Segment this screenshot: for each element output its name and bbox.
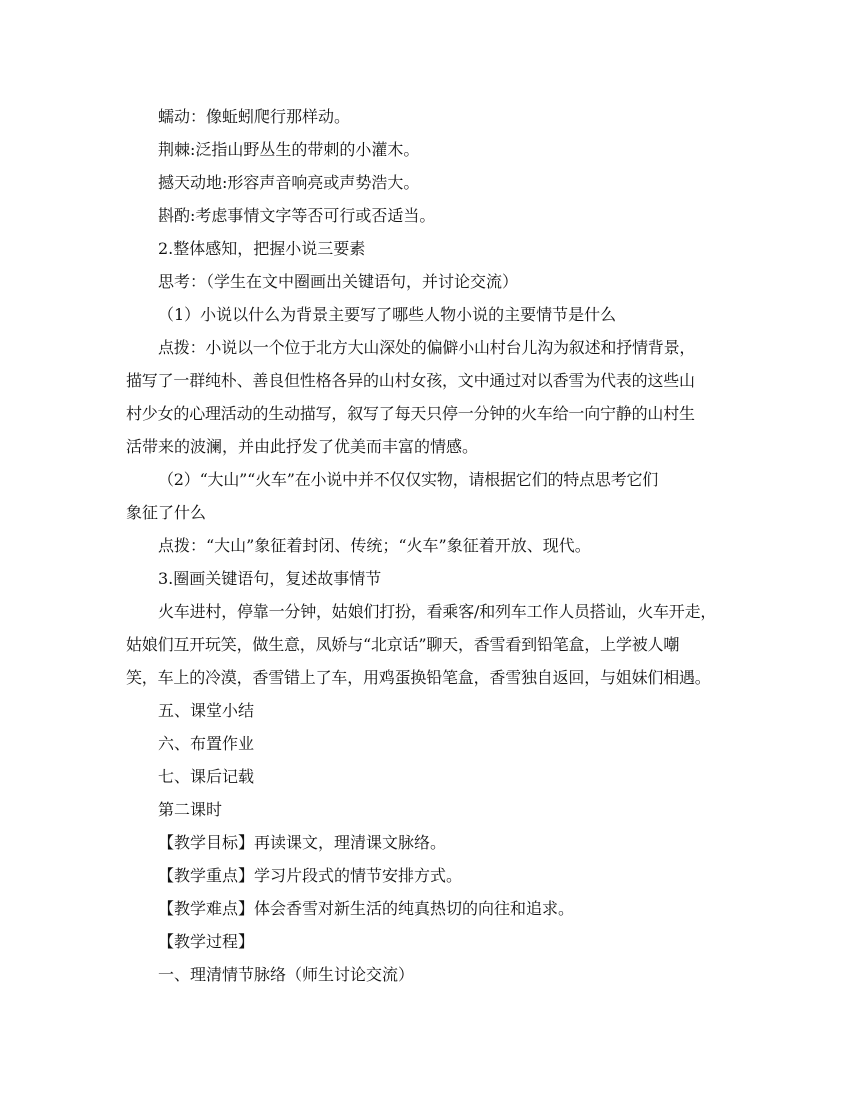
section-heading: 3.圈画关键语句，复述故事情节: [158, 569, 382, 588]
document-body: [126, 100, 738, 991]
paragraph-line: 描写了一群纯朴、善良但性格各异的山村女孩，文中通过对以香雪为代表的这些山: [126, 371, 695, 390]
paragraph-line: 姑娘们互开玩笑，做生意，凤娇与“北京话”聊天，香雪看到铅笔盒，上学被人嘲: [126, 635, 680, 654]
vocab-definition: 荆棘:泛指山野丛生的带刺的小灌木。: [158, 140, 420, 159]
section-heading: 六、布置作业: [158, 734, 255, 753]
section-heading: 七、课后记载: [158, 767, 255, 786]
question-line: （1）小说以什么为背景主要写了哪些人物小说的主要情节是什么: [158, 305, 617, 324]
lesson-title: 第二课时: [158, 800, 223, 819]
paragraph-line: 点拨：小说以一个位于北方大山深处的偏僻小山村台儿沟为叙述和抒情背景，: [158, 338, 696, 357]
section-heading: 五、课堂小结: [158, 701, 255, 720]
paragraph-line: 火车进村，停靠一分钟，姑娘们打扮，看乘客/和列车工作人员搭讪，火车开走，: [158, 602, 717, 621]
paragraph-line: 村少女的心理活动的生动描写，叙写了每天只停一分钟的火车给一向宁静的山村生: [126, 404, 695, 423]
section-heading: 2.整体感知，把握小说三要素: [158, 239, 366, 258]
paragraph-line: 思考：（学生在文中圈画出关键语句，并讨论交流）: [158, 272, 519, 291]
vocab-definition: 蠕动：像蚯蚓爬行那样动。: [158, 107, 351, 126]
vocab-definition: 撼天动地:形容声音响亮或声势浩大。: [158, 173, 420, 192]
question-line: （2）“大山”“火车”在小说中并不仅仅实物，请根据它们的特点思考它们: [158, 470, 659, 489]
paragraph-line: 【教学目标】再读课文，理清课文脉络。: [158, 833, 447, 852]
paragraph-line: 【教学重点】学习片段式的情节安排方式。: [158, 866, 463, 885]
paragraph-line: 点拨：“大山”象征着封闭、传统；“火车”象征着开放、现代。: [158, 536, 591, 555]
section-heading: 一、理清情节脉络（师生讨论交流）: [158, 965, 415, 984]
question-line: 象征了什么: [126, 503, 207, 522]
vocab-definition: 斟酌:考虑事情文字等否可行或否适当。: [158, 206, 436, 225]
paragraph-line: 【教学难点】体会香雪对新生活的纯真热切的向往和追求。: [158, 899, 575, 918]
section-heading: 【教学过程】: [158, 932, 255, 951]
paragraph-line: 笑，车上的冷漠，香雪错上了车，用鸡蛋换铅笔盒，香雪独自返回，与姐妹们相遇。: [126, 668, 711, 687]
paragraph-line: 活带来的波澜，并由此抒发了优美而丰富的情感。: [126, 437, 479, 456]
